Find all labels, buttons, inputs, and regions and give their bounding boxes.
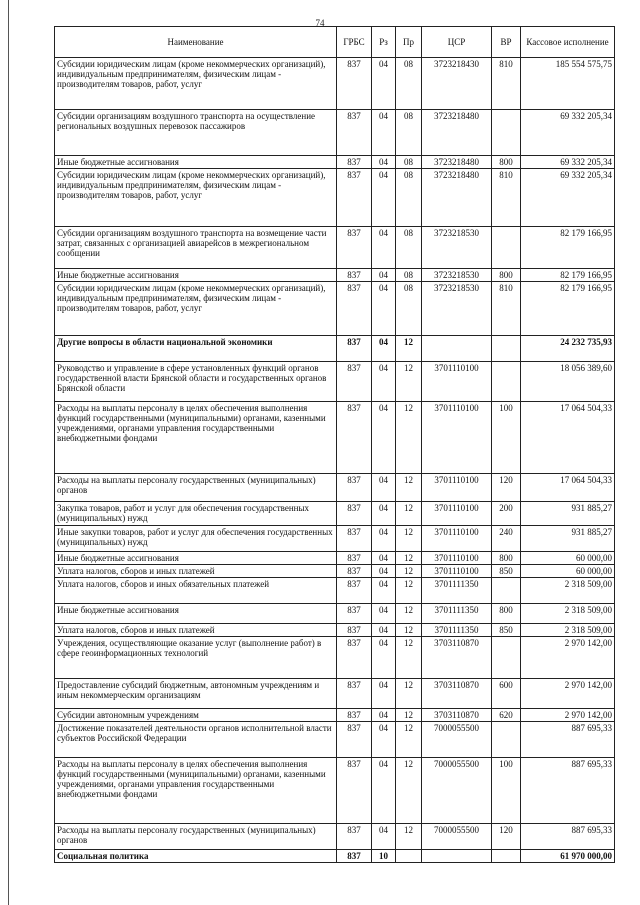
row-amount-cell: 17 064 504,33 (521, 474, 615, 502)
row-csr-cell: 3701110100 (422, 526, 492, 552)
row-amount-cell: 69 332 205,34 (521, 110, 615, 156)
table-row (55, 679, 615, 709)
row-csr-cell: 7000055500 (422, 722, 492, 758)
row-subsection-cell: 12 (396, 552, 422, 565)
row-section-cell: 04 (372, 282, 396, 336)
row-vr-cell: 620 (492, 709, 521, 722)
row-csr-cell (422, 336, 492, 362)
row-subsection-cell: 08 (396, 282, 422, 336)
row-name-cell: Субсидии юридическим лицам (кроме некоммерческих организаций), индивидуальным предпринимателям, физическим лицам - производителям товаров, работ, услуг (55, 58, 337, 110)
row-name-cell: Достижение показателей деятельности органов исполнительной власти субъектов Российской Федерации (55, 722, 337, 758)
row-name-cell: Иные закупки товаров, работ и услуг для обеспечения государственных (муниципальных) нужд (55, 526, 337, 552)
row-section-cell: 04 (372, 58, 396, 110)
row-section-cell: 10 (372, 850, 396, 863)
row-subsection-cell: 12 (396, 526, 422, 552)
row-name-cell: Субсидии юридическим лицам (кроме некоммерческих организаций), индивидуальным предпринимателям, физическим лицам - производителям товаров, работ, услуг (55, 169, 337, 227)
table-row (55, 637, 615, 679)
row-csr-cell: 3701110100 (422, 362, 492, 402)
row-subsection-cell (396, 850, 422, 863)
row-section-cell: 04 (372, 474, 396, 502)
row-name-cell: Социальная политика (55, 850, 337, 863)
row-csr-cell: 3723218480 (422, 156, 492, 169)
header-name: Наименование (55, 27, 337, 58)
row-section-cell: 04 (372, 526, 396, 552)
table-row (55, 850, 615, 863)
table-row (55, 362, 615, 402)
row-amount-cell: 185 554 575,75 (521, 58, 615, 110)
row-grbs-cell: 837 (337, 526, 372, 552)
row-subsection-cell: 12 (396, 624, 422, 637)
row-name-cell: Субсидии автономным учреждениям (55, 709, 337, 722)
row-csr-cell: 3701111350 (422, 604, 492, 624)
row-csr-cell: 3701110100 (422, 474, 492, 502)
table-row (55, 526, 615, 552)
row-amount-cell: 18 056 389,60 (521, 362, 615, 402)
row-amount-cell: 24 232 735,93 (521, 336, 615, 362)
row-grbs-cell: 837 (337, 709, 372, 722)
header-grbs: ГРБС (337, 27, 372, 58)
row-amount-cell: 17 064 504,33 (521, 402, 615, 474)
row-name-cell: Учреждения, осуществляющие оказание услуг (выполнение работ) в сфере геоинформационных технологий (55, 637, 337, 679)
row-vr-cell (492, 362, 521, 402)
table-row (55, 282, 615, 336)
row-amount-cell: 82 179 166,95 (521, 282, 615, 336)
row-csr-cell: 3723218530 (422, 269, 492, 282)
row-section-cell: 04 (372, 709, 396, 722)
row-csr-cell: 3701111350 (422, 624, 492, 637)
row-amount-cell: 61 970 000,00 (521, 850, 615, 863)
row-subsection-cell: 12 (396, 565, 422, 578)
row-csr-cell: 3723218530 (422, 227, 492, 269)
row-amount-cell: 887 695,33 (521, 722, 615, 758)
row-amount-cell: 2 970 142,00 (521, 637, 615, 679)
row-amount-cell: 2 970 142,00 (521, 709, 615, 722)
header-subsection: Пр (396, 27, 422, 58)
row-subsection-cell: 12 (396, 824, 422, 850)
row-vr-cell: 800 (492, 269, 521, 282)
row-vr-cell: 800 (492, 604, 521, 624)
row-amount-cell: 69 332 205,34 (521, 169, 615, 227)
row-amount-cell: 69 332 205,34 (521, 156, 615, 169)
row-subsection-cell: 12 (396, 709, 422, 722)
row-vr-cell: 800 (492, 552, 521, 565)
row-section-cell: 04 (372, 565, 396, 578)
row-name-cell: Субсидии юридическим лицам (кроме некоммерческих организаций), индивидуальным предпринимателям, физическим лицам - производителям товаров, работ, услуг (55, 282, 337, 336)
row-subsection-cell: 08 (396, 269, 422, 282)
row-subsection-cell: 12 (396, 679, 422, 709)
row-vr-cell: 100 (492, 402, 521, 474)
row-grbs-cell: 837 (337, 722, 372, 758)
row-amount-cell: 2 318 509,00 (521, 624, 615, 637)
row-name-cell: Уплата налогов, сборов и иных обязательных платежей (55, 578, 337, 604)
row-name-cell: Субсидии организациям воздушного транспорта на осуществление региональных воздушных перевозок пассажиров (55, 110, 337, 156)
row-csr-cell: 7000055500 (422, 758, 492, 824)
row-section-cell: 04 (372, 824, 396, 850)
row-name-cell: Уплата налогов, сборов и иных платежей (55, 624, 337, 637)
row-subsection-cell: 12 (396, 336, 422, 362)
row-subsection-cell: 12 (396, 502, 422, 526)
row-section-cell: 04 (372, 604, 396, 624)
row-vr-cell: 850 (492, 624, 521, 637)
row-vr-cell: 100 (492, 758, 521, 824)
row-amount-cell: 887 695,33 (521, 824, 615, 850)
row-subsection-cell: 12 (396, 637, 422, 679)
header-csr: ЦСР (422, 27, 492, 58)
row-grbs-cell: 837 (337, 565, 372, 578)
row-amount-cell: 931 885,27 (521, 526, 615, 552)
row-section-cell: 04 (372, 552, 396, 565)
row-section-cell: 04 (372, 110, 396, 156)
row-amount-cell: 60 000,00 (521, 565, 615, 578)
row-section-cell: 04 (372, 402, 396, 474)
row-name-cell: Расходы на выплаты персоналу государственных (муниципальных) органов (55, 824, 337, 850)
row-vr-cell (492, 850, 521, 863)
row-subsection-cell: 08 (396, 227, 422, 269)
table-row (55, 565, 615, 578)
table-row (55, 169, 615, 227)
row-csr-cell: 3701110100 (422, 502, 492, 526)
row-grbs-cell: 837 (337, 269, 372, 282)
row-name-cell: Расходы на выплаты персоналу в целях обеспечения выполнения функций государственными (муниципальными) органами, казенными учреждениями, органами управления государственными внебюджетными фондами (55, 402, 337, 474)
row-section-cell: 04 (372, 156, 396, 169)
row-csr-cell: 3701110100 (422, 552, 492, 565)
row-grbs-cell: 837 (337, 362, 372, 402)
row-section-cell: 04 (372, 227, 396, 269)
row-name-cell: Иные бюджетные ассигнования (55, 156, 337, 169)
row-csr-cell (422, 850, 492, 863)
table-row (55, 624, 615, 637)
row-vr-cell: 810 (492, 58, 521, 110)
row-subsection-cell: 08 (396, 58, 422, 110)
row-name-cell: Расходы на выплаты персоналу государственных (муниципальных) органов (55, 474, 337, 502)
row-name-cell: Другие вопросы в области национальной экономики (55, 336, 337, 362)
table-row (55, 336, 615, 362)
row-csr-cell: 3703110870 (422, 637, 492, 679)
row-section-cell: 04 (372, 269, 396, 282)
row-grbs-cell: 837 (337, 637, 372, 679)
row-amount-cell: 82 179 166,95 (521, 227, 615, 269)
table-row (55, 604, 615, 624)
row-vr-cell (492, 336, 521, 362)
table-row (55, 502, 615, 526)
row-name-cell: Закупка товаров, работ и услуг для обеспечения государственных (муниципальных) нужд (55, 502, 337, 526)
row-subsection-cell: 12 (396, 578, 422, 604)
row-grbs-cell: 837 (337, 624, 372, 637)
row-section-cell: 04 (372, 578, 396, 604)
row-csr-cell: 7000055500 (422, 824, 492, 850)
table-row (55, 552, 615, 565)
row-grbs-cell: 837 (337, 604, 372, 624)
row-grbs-cell: 837 (337, 474, 372, 502)
row-grbs-cell: 837 (337, 850, 372, 863)
row-subsection-cell: 12 (396, 722, 422, 758)
row-csr-cell: 3703110870 (422, 709, 492, 722)
table-row (55, 156, 615, 169)
row-grbs-cell: 837 (337, 578, 372, 604)
table-body (55, 58, 615, 863)
row-vr-cell (492, 722, 521, 758)
row-amount-cell: 82 179 166,95 (521, 269, 615, 282)
row-grbs-cell: 837 (337, 282, 372, 336)
table-row (55, 227, 615, 269)
header-vr: ВР (492, 27, 521, 58)
row-section-cell: 04 (372, 502, 396, 526)
table-row (55, 578, 615, 604)
row-name-cell: Иные бюджетные ассигнования (55, 604, 337, 624)
row-subsection-cell: 08 (396, 110, 422, 156)
row-csr-cell: 3701110100 (422, 565, 492, 578)
row-subsection-cell: 12 (396, 402, 422, 474)
row-name-cell: Уплата налогов, сборов и иных платежей (55, 565, 337, 578)
row-amount-cell: 887 695,33 (521, 758, 615, 824)
row-name-cell: Иные бюджетные ассигнования (55, 552, 337, 565)
row-grbs-cell: 837 (337, 156, 372, 169)
row-grbs-cell: 837 (337, 110, 372, 156)
row-grbs-cell: 837 (337, 402, 372, 474)
row-name-cell: Руководство и управление в сфере установленных функций органов государственной власти Брянской области и государственных органов Брянской области (55, 362, 337, 402)
row-section-cell: 04 (372, 336, 396, 362)
row-vr-cell (492, 110, 521, 156)
row-name-cell: Субсидии организациям воздушного транспорта на возмещение части затрат, связанных с организацией авиарейсов в межрегиональном сообщении (55, 227, 337, 269)
row-vr-cell: 120 (492, 474, 521, 502)
row-subsection-cell: 08 (396, 169, 422, 227)
table-row (55, 758, 615, 824)
row-grbs-cell: 837 (337, 552, 372, 565)
table-row (55, 269, 615, 282)
table-row (55, 474, 615, 502)
row-vr-cell: 800 (492, 156, 521, 169)
row-grbs-cell: 837 (337, 758, 372, 824)
row-vr-cell: 850 (492, 565, 521, 578)
table-row (55, 58, 615, 110)
header-amount: Кассовое исполнение (521, 27, 615, 58)
row-section-cell: 04 (372, 362, 396, 402)
table-row (55, 722, 615, 758)
page-number: 74 (315, 18, 325, 28)
row-vr-cell (492, 227, 521, 269)
row-subsection-cell: 12 (396, 604, 422, 624)
row-csr-cell: 3723218530 (422, 282, 492, 336)
row-grbs-cell: 837 (337, 58, 372, 110)
row-subsection-cell: 08 (396, 156, 422, 169)
row-section-cell: 04 (372, 624, 396, 637)
row-amount-cell: 2 318 509,00 (521, 604, 615, 624)
row-grbs-cell: 837 (337, 502, 372, 526)
row-vr-cell (492, 578, 521, 604)
page-edge-line (8, 0, 9, 905)
row-grbs-cell: 837 (337, 824, 372, 850)
row-csr-cell: 3723218480 (422, 169, 492, 227)
table-row (55, 110, 615, 156)
row-vr-cell: 200 (492, 502, 521, 526)
row-vr-cell: 240 (492, 526, 521, 552)
row-vr-cell: 810 (492, 169, 521, 227)
row-grbs-cell: 837 (337, 227, 372, 269)
row-subsection-cell: 12 (396, 474, 422, 502)
row-section-cell: 04 (372, 679, 396, 709)
row-grbs-cell: 837 (337, 336, 372, 362)
table-row (55, 709, 615, 722)
table-row (55, 402, 615, 474)
row-name-cell: Расходы на выплаты персоналу в целях обеспечения выполнения функций государственными (муниципальными) органами, казенными учреждениями, органами управления государственными внебюджетными фондами (55, 758, 337, 824)
row-vr-cell: 120 (492, 824, 521, 850)
row-csr-cell: 3701111350 (422, 578, 492, 604)
row-section-cell: 04 (372, 637, 396, 679)
row-section-cell: 04 (372, 758, 396, 824)
header-section: Рз (372, 27, 396, 58)
row-amount-cell: 2 318 509,00 (521, 578, 615, 604)
row-subsection-cell: 12 (396, 758, 422, 824)
row-vr-cell: 810 (492, 282, 521, 336)
row-amount-cell: 931 885,27 (521, 502, 615, 526)
row-grbs-cell: 837 (337, 169, 372, 227)
row-vr-cell: 600 (492, 679, 521, 709)
row-name-cell: Иные бюджетные ассигнования (55, 269, 337, 282)
budget-execution-table (54, 26, 615, 863)
row-csr-cell: 3723218430 (422, 58, 492, 110)
row-amount-cell: 60 000,00 (521, 552, 615, 565)
row-csr-cell: 3703110870 (422, 679, 492, 709)
row-subsection-cell: 12 (396, 362, 422, 402)
row-csr-cell: 3723218480 (422, 110, 492, 156)
row-grbs-cell: 837 (337, 679, 372, 709)
table-header-row (55, 27, 615, 58)
row-section-cell: 04 (372, 169, 396, 227)
table-row (55, 824, 615, 850)
row-name-cell: Предоставление субсидий бюджетным, автономным учреждениям и иным некоммерческим организациям (55, 679, 337, 709)
row-vr-cell (492, 637, 521, 679)
row-section-cell: 04 (372, 722, 396, 758)
row-csr-cell: 3701110100 (422, 402, 492, 474)
row-amount-cell: 2 970 142,00 (521, 679, 615, 709)
